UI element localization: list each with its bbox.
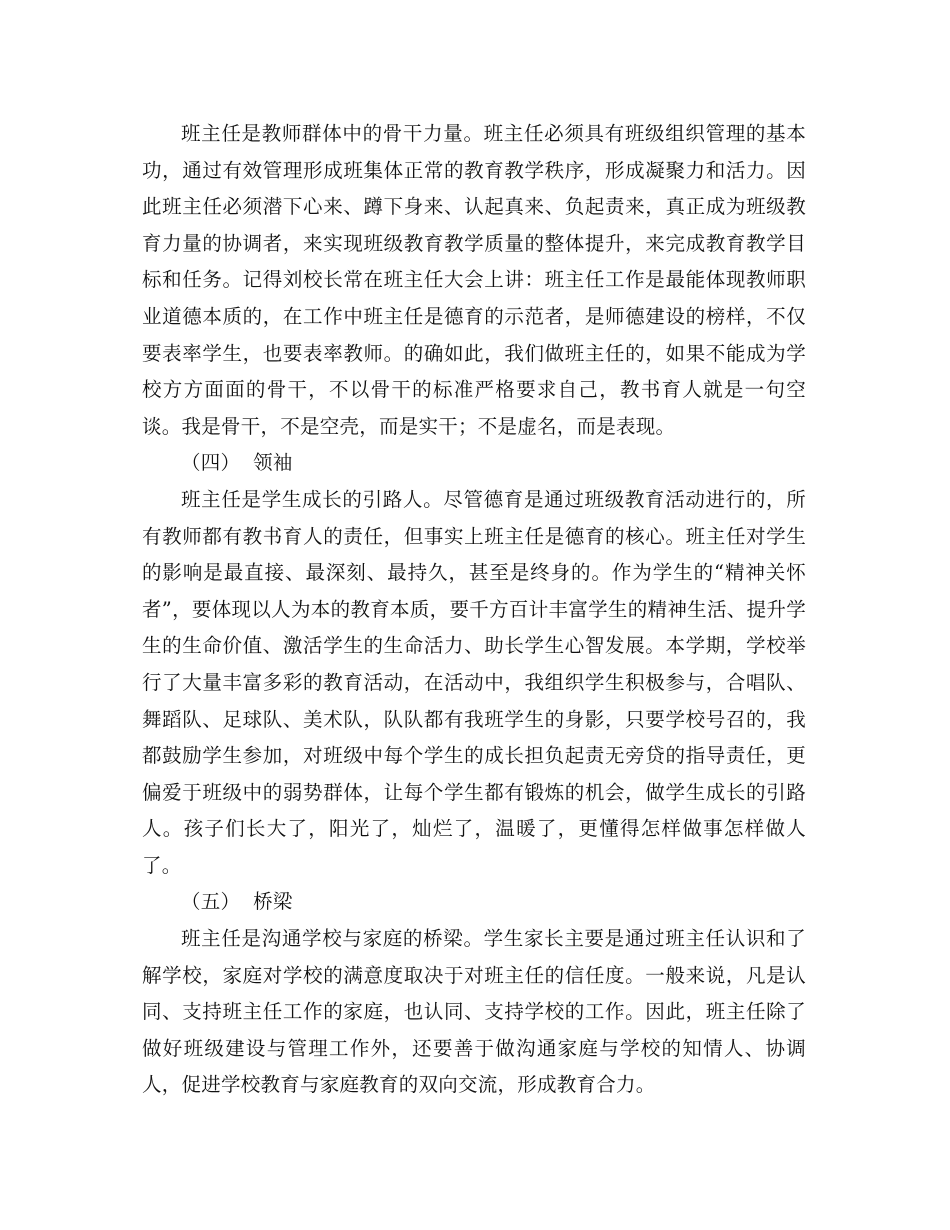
paragraph-bridge: 班主任是沟通学校与家庭的桥梁。学生家长主要是通过班主任认识和了解学校，家庭对学校的满意度取决于对班主任的信任度。一般来说，凡是认同、支持班主任工作的家庭，也认同、支持学校的工作。因此，班主任除了做好班级建设与管理工作外，还要善于做沟通家庭与学校的知情人、协调人，促进学校教育与家庭教育的双向交流，形成教育合力。 [142,927,806,1097]
section-heading-bridge: （五） 桥梁 [181,890,293,914]
paragraph-backbone: 班主任是教师群体中的骨干力量。班主任必须具有班级组织管理的基本功，通过有效管理形成班集体正常的教育教学秩序，形成凝聚力和活力。因此班主任必须潜下心来、蹲下身来、认起真来、负起责来，真正成为班级教育力量的协调者，来实现班级教育教学质量的整体提升，来完成教育教学目标和任务。记得刘校长常在班主任大会上讲：班主任工作是最能体现教师职业道德本质的，在工作中班主任是德育的示范者，是师德建设的榜样，不仅要表率学生，也要表率教师。的确如此，我们做班主任的，如果不能成为学校方方面面的骨干，不以骨干的标准严格要求自己，教书育人就是一句空谈。我是骨干，不是空壳，而是实干；不是虚名，而是表现。 [142,122,806,438]
paragraph-leader: 班主任是学生成长的引路人。尽管德育是通过班级教育活动进行的，所有教师都有教书育人的责任，但事实上班主任是德育的核心。班主任对学生的影响是最直接、最深刻、最持久，甚至是终身的。作为学生的“精神关怀者”，要体现以人为本的教育本质，要千方百计丰富学生的精神生活、提升学生的生命价值、激活学生的生命活力、助长学生心智发展。本学期，学校举行了大量丰富多彩的教育活动，在活动中，我组织学生积极参与，合唱队、舞蹈队、足球队、美术队，队队都有我班学生的身影，只要学校号召的，我都鼓励学生参加，对班级中每个学生的成长担负起责无旁贷的指导责任，更偏爱于班级中的弱势群体，让每个学生都有锻炼的机会，做学生成长的引路人。孩子们长大了，阳光了，灿烂了，温暖了，更懂得怎样做事怎样做人了。 [142,487,806,877]
document-body [142,116,806,1104]
section-heading-leader: （四） 领袖 [181,451,293,475]
